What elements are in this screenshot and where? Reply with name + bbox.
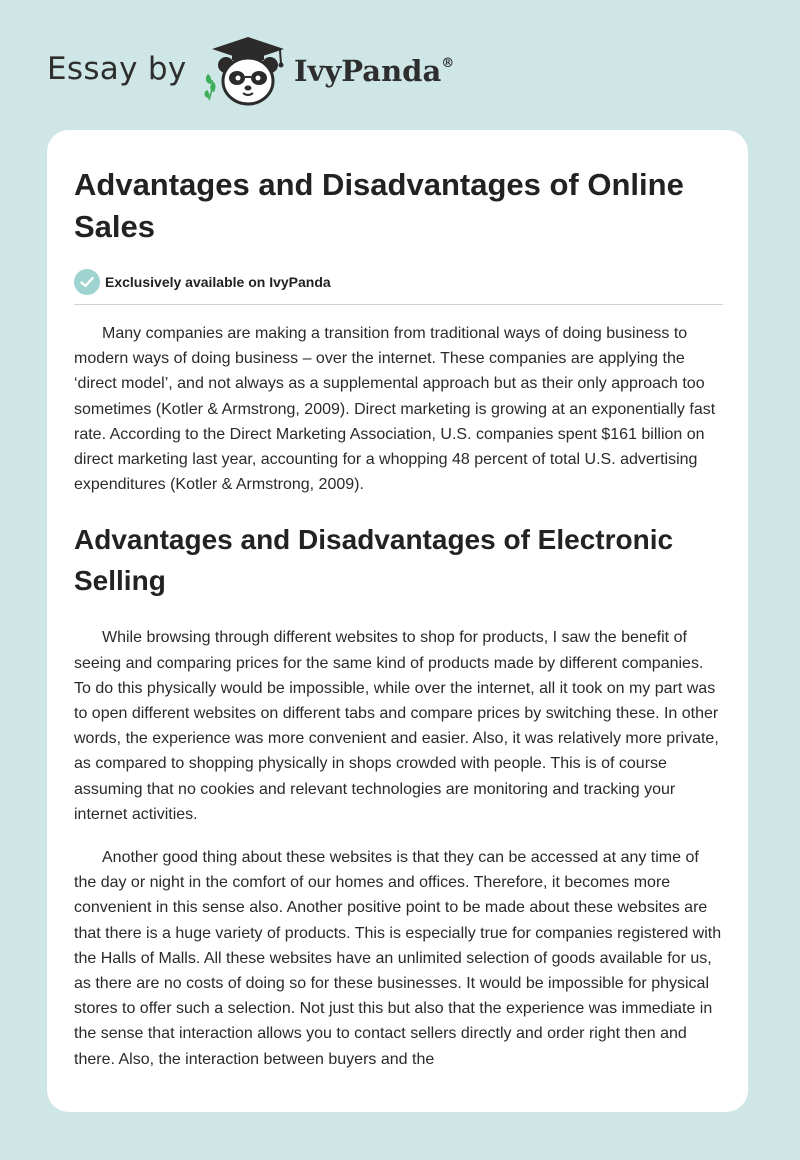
brand-name[interactable]	[294, 54, 454, 88]
essay-by-label: Essay by	[47, 51, 187, 87]
paragraph-body-1: While browsing through different websites to shop for products, I saw the benefit of seeing and comparing prices for the same kind of products made by different companies. To do this physically would be impossible, while over the internet, all it took on my part was to open different websites on different tabs and compare prices by switching these. In other words, the experience was more convenient and easier. Also, it was relatively more private, as compared to shopping physically in shops crowded with people. This is of course assuming that no cookies and relevant technologies are monitoring and tracking your internet activities.	[74, 629, 719, 823]
brand-text: IvyPanda	[294, 54, 442, 88]
essay-title: Advantages and Disadvantages of Online Sales	[74, 167, 684, 244]
exclusive-badge	[74, 268, 723, 296]
paragraph-body-2: Another good thing about these websites is that they can be accessed at any time of the day or night in the comfort of our homes and offices. Therefore, it becomes more convenient in this sense also. Another positive point to be made about these websites are that there is a huge variety of products. This is especially true for companies registered with the Halls of Malls. All these websites have an unlimited selection of goods available for us, as there are no costs of doing so for these businesses. It would be impossible for physical stores to offer such a selection. Not just this but also that the experience was immediate in the sense that interaction allows you to contact sellers directly and order right then and there. Also, the interaction between buyers and the	[74, 849, 722, 1068]
exclusive-label: Exclusively available on IvyPanda	[105, 274, 331, 290]
paragraph-intro: Many companies are making a transition from traditional ways of doing business to modern ways of doing business – over the internet. These companies are applying the ‘direct model’, and not always as a supplemental approach but as their only approach too sometimes (Kotler & Armstrong, 2009). Direct marketing is growing at an exponentially fast rate. According to the Direct Marketing Association, U.S. companies spent $161 billion on direct marketing last year, accounting for a whopping 48 percent of total U.S. advertising expenditures (Kotler & Armstrong, 2009).	[74, 325, 716, 494]
registered-mark: ®	[441, 56, 455, 71]
panda-logo-icon[interactable]	[202, 34, 294, 108]
essay-card	[47, 130, 748, 1112]
site-header	[47, 34, 547, 106]
ivy-leaf-icon	[205, 74, 216, 100]
essay-content	[74, 164, 723, 1072]
check-icon	[74, 269, 100, 295]
title-divider	[74, 304, 723, 305]
section-heading: Advantages and Disadvantages of Electronic Selling	[74, 524, 674, 597]
